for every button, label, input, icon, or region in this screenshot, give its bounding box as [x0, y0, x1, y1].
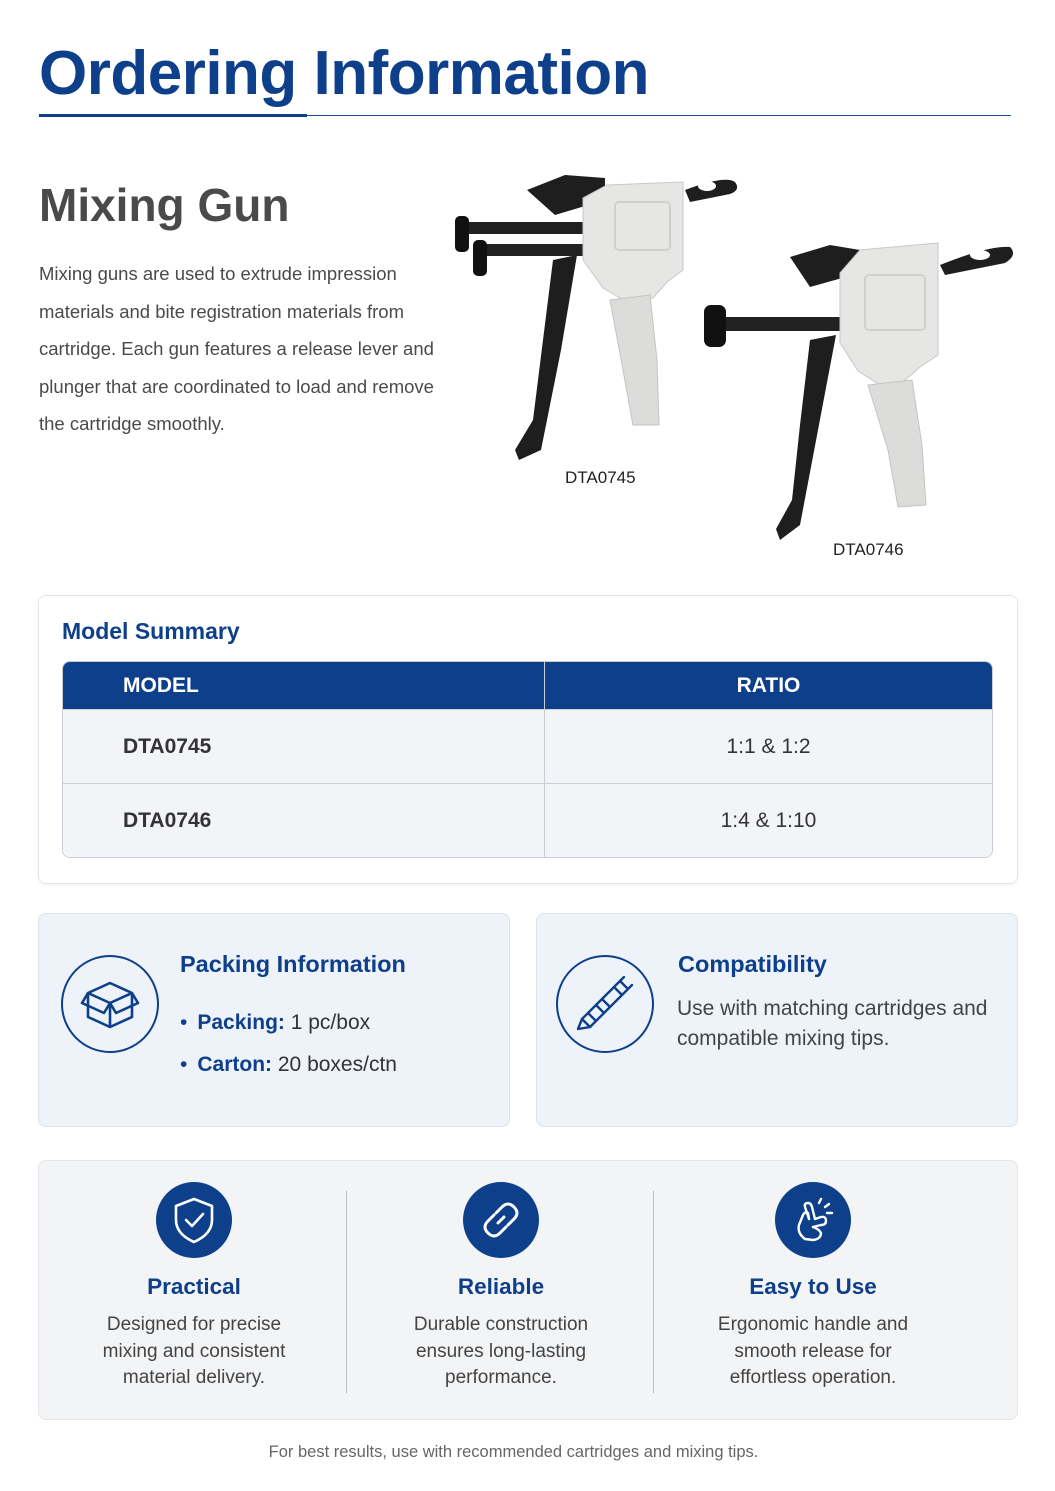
feature-easy-to-use: [658, 1161, 968, 1421]
compatibility-title: Compatibility: [678, 951, 827, 977]
title-divider-accent: [39, 114, 307, 117]
model-summary-card: [38, 595, 1018, 884]
feature-text: Durable construction ensures long-lasting performance.: [413, 1314, 589, 1388]
icon-circle: [61, 955, 159, 1053]
icon-circle: [556, 955, 654, 1053]
packing-info-title: Packing Information: [180, 951, 406, 977]
feature-reliable: [346, 1161, 656, 1421]
feature-icon-circle: [775, 1182, 851, 1258]
carton-value: 20 boxes/ctn: [277, 1053, 397, 1076]
table-row: [63, 783, 992, 857]
feature-icon-circle: [156, 1182, 232, 1258]
product-model-label: DTA0746: [833, 540, 904, 559]
table-header-ratio: RATIO: [545, 662, 992, 709]
feature-text: Ergonomic handle and smooth release for effortless operation.: [717, 1314, 909, 1388]
packing-label: Packing:: [197, 1011, 285, 1034]
snap-hand-icon: [791, 1197, 835, 1243]
list-item: • Carton: 20 boxes/ctn: [180, 1053, 397, 1076]
feature-text: Designed for precise mixing and consistent material delivery.: [102, 1314, 286, 1388]
section-heading: Mixing Gun: [39, 179, 290, 231]
model-summary-title: Model Summary: [62, 618, 240, 644]
table-cell-ratio: 1:1 & 1:2: [545, 709, 992, 783]
mixing-gun-dta0746-image: [700, 235, 1020, 555]
table-cell-ratio: 1:4 & 1:10: [545, 783, 992, 857]
product-model-label: DTA0745: [565, 468, 636, 487]
feature-icon-circle: [463, 1182, 539, 1258]
feature-title: Easy to Use: [749, 1274, 877, 1299]
packing-info-card: [38, 913, 510, 1127]
compatibility-card: [536, 913, 1018, 1127]
product-description: Mixing guns are used to extrude impression materials and bite registration materials from cartridge. Each gun features a release lever and plunger that are coordinated to load and remove the cartridge smoothly.: [39, 263, 434, 434]
footnote: For best results, use with recommended cartridges and mixing tips.: [268, 1443, 759, 1461]
box-icon: [80, 975, 140, 1033]
table-row: [63, 709, 992, 783]
table-cell-model: DTA0745: [63, 709, 545, 783]
feature-practical: [39, 1161, 349, 1421]
feature-title: Practical: [147, 1274, 241, 1299]
model-summary-table: [62, 661, 993, 858]
table-cell-model: DTA0746: [63, 783, 545, 857]
carton-label: Carton:: [197, 1053, 273, 1076]
list-item: • Packing: 1 pc/box: [180, 1011, 371, 1034]
page-title: Ordering Information: [39, 39, 649, 108]
packing-list: [180, 1002, 397, 1086]
shield-check-icon: [172, 1196, 216, 1244]
feature-title: Reliable: [457, 1274, 545, 1299]
chain-link-icon: [478, 1197, 524, 1243]
table-header-row: [63, 662, 992, 709]
product-images: [445, 160, 1025, 570]
compatibility-text: Use with matching cartridges and compatible mixing tips.: [677, 997, 988, 1050]
cartridge-icon: [574, 973, 636, 1035]
features-panel: [38, 1160, 1018, 1420]
feature-divider: [653, 1191, 654, 1393]
table-header-model: MODEL: [63, 662, 545, 709]
packing-value: 1 pc/box: [290, 1011, 371, 1034]
